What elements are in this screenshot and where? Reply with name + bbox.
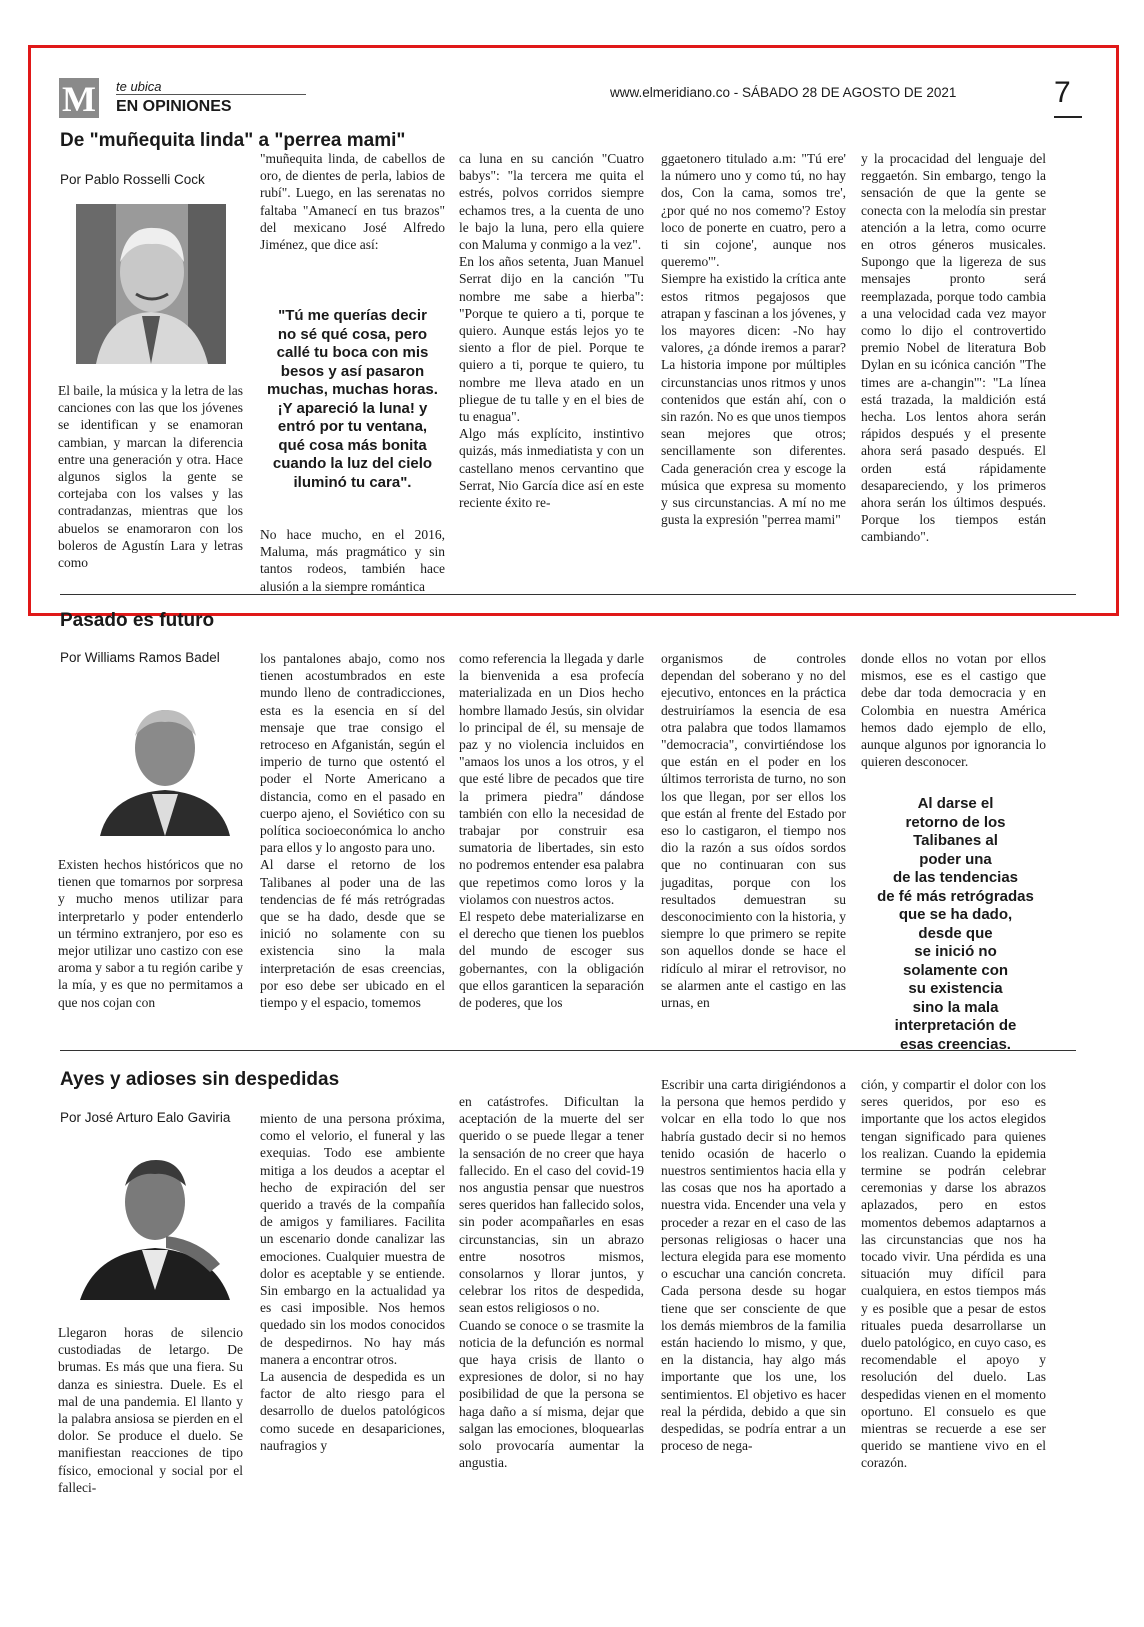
page-number-rule [1054, 116, 1082, 118]
dateline: www.elmeridiano.co - SÁBADO 28 DE AGOSTO DE 2021 [610, 85, 957, 100]
article1-column-2-top: "muñequita linda, de cabellos de oro, de dientes de perla, labios de rubí". Luego, en las serenatas no faltaba "Amanecí en tus brazos" del mexicano José Alfredo Jiménez, que dice así: [260, 151, 445, 253]
author-photo-williams [90, 686, 240, 836]
article1-column-2-bottom: No hace mucho, en el 2016, Maluma, más pragmático y sin tantos rodeos, también hace alusión a la siempre romántica [260, 527, 445, 594]
article2-byline: Por Williams Ramos Badel [60, 650, 220, 665]
article2-column-5: donde ellos no votan por ellos mismos, ese es el castigo que debe dar toda democracia y en Colombia en nuestra América hemos dado ejemplo de ello, aunque algunos por ignorancia lo quieren desconocer. [861, 651, 1046, 770]
page-number: 7 [1054, 76, 1071, 109]
section-tagline: te ubica [116, 79, 162, 94]
author-photo-jose [70, 1140, 240, 1300]
article3-column-3: en catástrofes. Dificultan la aceptación de la muerte del ser querido o se puede llegar a tener la sensación de no creer que haya fallecido. En el caso del covid-19 nos angustia pensar que nuestros seres queridos han fallecido solos, sin poder acompañarles en esas circunstancias, sin un abrazo entre nosotros mismos, consolarnos y llorar juntos, y celebrar los ritos de despedida, sean estos religiosos o no. Cuando se conoce o se trasmite la noticia de la defunción es normal que haya crisis de llanto o expresiones de dolor, si no hay posibilidad de que la persona se haga daño a sí misma, dejar que salgan las emociones, bloquearlas solo provocaría aumentar la angustia. [459, 1094, 644, 1471]
article3-column-4: Escribir una carta dirigiéndonos a la persona que hemos perdido y volcar en ella todo lo que nos habría gustado decir si no hemos tenido ocasión de hacerlo o nuestros sentimientos hacia ella y las cosas que nos ha aportado a nuestra vida. Encender una vela y proceder a rezar en el caso de las personas religiosas o hacer una lectura elegida para ese momento o escuchar una canción concreta. Cada persona desde su hogar tiene que ser consciente de que los demás miembros de la familia están haciendo lo mismo, y que, en la distancia, hay algo más importante que los une, los sentimientos. El objetivo es hacer real la pérdida, debido a que sin despedidas, se podría entrar a un proceso de nega- [661, 1077, 846, 1454]
article2-column-1: Existen hechos históricos que no tienen que tomarnos por sorpresa y mucho menos utilizar para interpretarlo y poder entenderlo un término extranjero, por eso es mejor utilizar uno castizo con ese aroma y sabor a tu región caribe y la mía, y es que no permitamos a que nos cojan con [58, 857, 243, 1010]
section-name: EN OPINIONES [116, 98, 232, 115]
article2-column-2: los pantalones abajo, como nos tienen acostumbrados en este mundo lleno de contradicciones, esta es la esencia en sí del mensaje que trae consigo el retroceso en Afganistán, según el imperio de turno que ostentó el poder el Norte Americano a distancia, como en el pasado en cuerpo ajeno, el Soviético con su política socioeconómica lo ancho para ellos y lo angosto para uno. Al darse el retorno de los Talibanes al poder una de las tendencias de fé más retrógradas que se ha dado, desde que se inició no solamente con su existencia sino la mala interpretación de esas creencias, por eso debe ser ubicado en el tiempo y el espacio, tomemos [260, 651, 445, 1011]
article3-column-2: miento de una persona próxima, como el velorio, el funeral y las exequias. Todo ese ambiente mitiga a los deudos a aceptar el hecho de expiración del ser querido a través de la compañía de amigos y familiares. Facilita un escenario donde canalizar las emociones. Cualquier muestra de dolor es aceptable y se entiende. Sin embargo en la actualidad ya es casi imposible. Nos hemos quedado sin los modos conocidos de despedirnos. No hay más manera a encontrar otros. La ausencia de despedida es un factor de alto riesgo para el desarrollo de duelos patológicos como sucede en desapariciones, naufragios y [260, 1111, 445, 1453]
article1-title: De "muñequita linda" a "perrea mami" [60, 130, 406, 151]
article3-title: Ayes y adioses sin despedidas [60, 1069, 340, 1090]
article-separator [60, 1050, 1076, 1051]
article3-column-5: ción, y compartir el dolor con los seres queridos, por eso es importante que los actos elegidos tengan significado para quienes los realizan. Cuando la epidemia termine se podrán celebrar ceremonias y darse los abrazos aplazados, pero en estos momentos debemos adaptarnos a las circunstancias que nos ha tocado vivir. Una pérdida es una situación muy difícil para cualquiera, en estos tiempos más y es posible que a pesar de estos rituales pueda desarrollarse un duelo patológico, en cuyo caso, es recomendable el apoyo y resolución del duelo. Las despedidas vienen en el momento oportuno. El consuelo es que mientras se recuerde a ese ser querido se mantiene vivo en el corazón. [861, 1077, 1046, 1471]
article2-column-4: organismos de controles dependan del soberano y no del ejecutivo, entonces en la práctica destruiríamos la esencia de esa otra palabra que todos llamamos "democracia", convirtiéndose los que están en el poder en los últimos terrorista de turno, no son los que llegan, por ser ellos los que están al frente del Estado por eso lo castigaron, el tiempo nos dio la razón a sus oídos sordos que no continuaran con sus jugaditas, porque con los resultados demuestran su desconocimiento con la historia, y siempre lo que primero se repite son aquellos donde se hace el ridículo al mirar el retrovisor, no se alarmen ante el castigo en las urnas, en [661, 651, 846, 1011]
article2-column-3: como referencia la llegada y darle la bienvenida a esa profecía materializada en un Dios hecho hombre llamado Jesús, sin olvidar lo principal de él, su mensaje de paz y no violencia incluidos en "amaos los unos a los otros, y el que esté libre de pecados que tire la primera piedra" dándose también con ello la necesidad de trabajar por construir esa sumatoria de libertades, sin esto no podremos entender esa palabra que repetimos como loros y la violamos con nuestros actos. El respeto debe materializarse en el derecho que tienen los pueblos del mundo de escoger sus gobernantes, con la obligación que ellos garanticen la separación de poderes, que los [459, 651, 644, 1011]
article1-column-3: ca luna en su canción "Cuatro babys": "la tercera me quita el estrés, polvos corridos siempre echamos tres, a la cuenta de uno le bajo la luna, pero ella quiere con Maluma y conmigo a la vez". En los años setenta, Juan Manuel Serrat dijo en la canción "Tu nombre me sabe a hierba": "Porque te quiero a ti, porque te quiero. Aunque estás lejos yo te siento a flor de piel. Porque te quiero a ti, porque te quiero, tu nombre me lleva atado en un pliegue de tu talle y en el bies de tu enagua". Algo más explícito, instintivo quizás, más inmediatista y con un castellano menos cervantino que Serrat, Nio García dice así en este reciente éxito re- [459, 151, 644, 511]
article2-title: Pasado es futuro [60, 610, 215, 631]
newspaper-logo [59, 78, 99, 118]
tagline-rule [116, 94, 306, 95]
article3-column-1: Llegaron horas de silencio custodiadas de letargo. De brumas. Es más que una fiera. Su danza es siniestra. Duele. Es el mal de una pandemia. El llanto y la palabra ansiosa se pierden en el dolor. Se produce el duelo. Se manifiestan reacciones de tipo físico, emocional y social por el falleci- [58, 1325, 243, 1495]
article1-column-4: ggaetonero titulado a.m: "Tú ere' la número uno y como tú, no hay dos, Con la cama, somos tre', ¿por qué no nos comemo'? Estoy loco de ponerte en cuatro, pero a ti sin cojone', aunque nos queremo'". Siempre ha existido la crítica ante estos ritmos pegajosos que atrapan y fascinan a los jóvenes, y los mayores dicen: -No hay valores, ¿a dónde iremos a parar? La historia impone por múltiples circunstancias unos ritmos y unos contenidos que están ahí, con o sin razón. No es que unos tiempos sean mejores que otros; sencillamente son diferentes. Cada generación crea y escoge la música que expresa su momento y sus circunstancias. A mí no me gusta la expresión "perrea mami" [661, 151, 846, 528]
article1-pull-quote: "Tú me querías decir no sé qué cosa, pero callé tu boca con mis besos y así pasaron muchas, muchas horas. ¡Y apareció la luna! y entró por tu ventana, qué cosa más bonita cuando la luz del cielo iluminó tu cara". [267, 307, 438, 491]
article1-column-1: El baile, la música y la letra de las canciones con las que los jóvenes se identifican y se enamoran cambian, y marcan la diferencia entre una generación y otra. Hace algunos siglos la gente se cortejaba con los valses y las contradanzas, mientras que los abuelos se enamoraron con los boleros de Agustín Lara y letras como [58, 383, 243, 571]
article-separator [60, 594, 1076, 595]
article1-byline: Por Pablo Rosselli Cock [60, 172, 205, 187]
article2-pull-quote: Al darse el retorno de los Talibanes al poder una de las tendencias de fé más retrógradas que se ha dado, desde que se inició no solamente con su existencia sino la mala interpretación de esas creencias. [877, 795, 1034, 1053]
author-photo-pablo [76, 204, 226, 364]
article3-byline: Por José Arturo Ealo Gaviria [60, 1110, 231, 1125]
svg-text:M: M [62, 79, 96, 119]
article1-column-5: y la procacidad del lenguaje del reggaetón. Sin embargo, tengo la sensación de que la gente se conecta con la melodía sin prestar atención a la letra, como ocurre en otros géneros musicales. Supongo que la ligereza de sus mensajes pronto será reemplazada, porque todo cambia a una velocidad cada vez mayor como lo dijo el controvertido premio Nobel de literatura Bob Dylan en su icónica canción "The times are a-changin'": "La línea está trazada, la maldición está hecha. Los lentos ahora serán rápidos después y el presente ahora será pasado después. El orden está rápidamente desapareciendo, y los primeros ahora serán los últimos después. Porque los tiempos están cambiando". [861, 151, 1046, 545]
